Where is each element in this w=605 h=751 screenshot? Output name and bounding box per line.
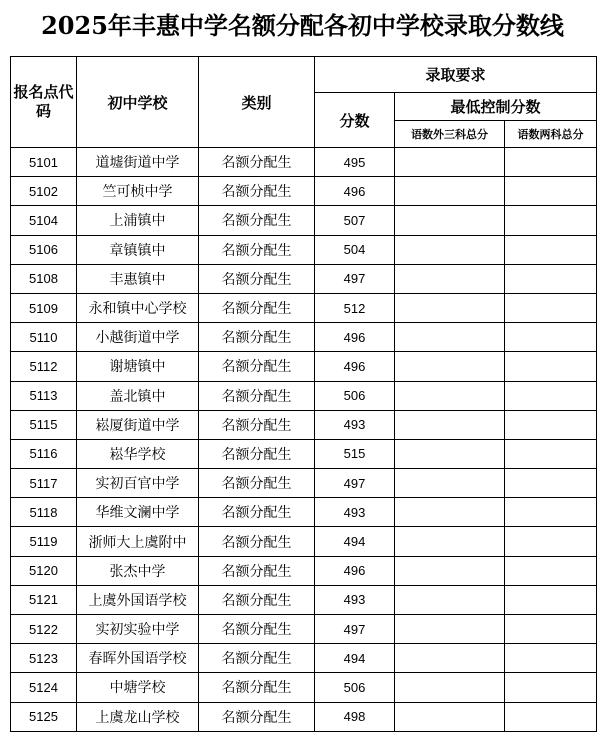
cell-code: 5120	[11, 556, 77, 585]
cell-code: 5117	[11, 469, 77, 498]
table-row	[11, 148, 597, 177]
cell-code: 5112	[11, 352, 77, 381]
cell-code: 5121	[11, 585, 77, 614]
header-school: 初中学校	[77, 57, 199, 148]
cell-two-subjects	[505, 410, 597, 439]
cell-two-subjects	[505, 556, 597, 585]
table-row	[11, 498, 597, 527]
cell-school: 永和镇中心学校	[77, 293, 199, 322]
table-row	[11, 527, 597, 556]
cell-category: 名额分配生	[199, 439, 315, 468]
cell-category: 名额分配生	[199, 352, 315, 381]
cell-two-subjects	[505, 644, 597, 673]
table-row	[11, 702, 597, 731]
cell-two-subjects	[505, 615, 597, 644]
page-title: 2025年丰惠中学名额分配各初中学校录取分数线	[41, 11, 564, 40]
cell-code: 5116	[11, 439, 77, 468]
table-body	[11, 148, 597, 732]
table-row	[11, 352, 597, 381]
cell-category: 名额分配生	[199, 264, 315, 293]
cell-code: 5104	[11, 206, 77, 235]
cell-two-subjects	[505, 293, 597, 322]
cell-two-subjects	[505, 702, 597, 731]
cell-score: 506	[315, 673, 395, 702]
cell-two-subjects	[505, 673, 597, 702]
cell-score: 515	[315, 439, 395, 468]
cell-school: 实初实验中学	[77, 615, 199, 644]
cell-category: 名额分配生	[199, 177, 315, 206]
cell-two-subjects	[505, 148, 597, 177]
cell-school: 张杰中学	[77, 556, 199, 585]
table-row	[11, 556, 597, 585]
cell-code: 5108	[11, 264, 77, 293]
cell-school: 上虞外国语学校	[77, 585, 199, 614]
cell-three-subjects	[395, 410, 505, 439]
cell-three-subjects	[395, 206, 505, 235]
table-row	[11, 323, 597, 352]
cell-score: 497	[315, 469, 395, 498]
cell-three-subjects	[395, 148, 505, 177]
cell-two-subjects	[505, 206, 597, 235]
cell-score: 497	[315, 615, 395, 644]
cell-code: 5123	[11, 644, 77, 673]
cell-category: 名额分配生	[199, 469, 315, 498]
cell-category: 名额分配生	[199, 556, 315, 585]
cell-score: 496	[315, 556, 395, 585]
table-row	[11, 264, 597, 293]
cell-three-subjects	[395, 177, 505, 206]
cell-school: 春晖外国语学校	[77, 644, 199, 673]
cell-category: 名额分配生	[199, 381, 315, 410]
cell-two-subjects	[505, 439, 597, 468]
cell-score: 506	[315, 381, 395, 410]
cell-code: 5113	[11, 381, 77, 410]
cell-school: 中塘学校	[77, 673, 199, 702]
cell-category: 名额分配生	[199, 293, 315, 322]
cell-code: 5109	[11, 293, 77, 322]
cell-category: 名额分配生	[199, 673, 315, 702]
cell-score: 495	[315, 148, 395, 177]
table-row	[11, 439, 597, 468]
cell-score: 512	[315, 293, 395, 322]
cell-two-subjects	[505, 527, 597, 556]
cell-score: 494	[315, 527, 395, 556]
cell-category: 名额分配生	[199, 644, 315, 673]
cell-two-subjects	[505, 323, 597, 352]
cell-three-subjects	[395, 235, 505, 264]
cell-code: 5119	[11, 527, 77, 556]
cell-score: 497	[315, 264, 395, 293]
cell-two-subjects	[505, 177, 597, 206]
cell-three-subjects	[395, 585, 505, 614]
cell-score: 496	[315, 323, 395, 352]
cell-two-subjects	[505, 381, 597, 410]
table-row	[11, 469, 597, 498]
table-row	[11, 235, 597, 264]
cell-three-subjects	[395, 323, 505, 352]
cell-three-subjects	[395, 264, 505, 293]
cell-code: 5101	[11, 148, 77, 177]
cell-code: 5106	[11, 235, 77, 264]
cell-code: 5118	[11, 498, 77, 527]
cell-school: 浙师大上虞附中	[77, 527, 199, 556]
cell-school: 竺可桢中学	[77, 177, 199, 206]
header-score: 分数	[315, 93, 395, 148]
cell-score: 507	[315, 206, 395, 235]
cell-school: 丰惠镇中	[77, 264, 199, 293]
cell-three-subjects	[395, 673, 505, 702]
cell-code: 5124	[11, 673, 77, 702]
cell-three-subjects	[395, 644, 505, 673]
table-row	[11, 585, 597, 614]
cell-school: 崧厦街道中学	[77, 410, 199, 439]
table-row	[11, 644, 597, 673]
cell-category: 名额分配生	[199, 585, 315, 614]
cell-score: 493	[315, 498, 395, 527]
cell-two-subjects	[505, 469, 597, 498]
cell-school: 实初百官中学	[77, 469, 199, 498]
cell-score: 498	[315, 702, 395, 731]
cell-school: 盖北镇中	[77, 381, 199, 410]
cell-score: 493	[315, 410, 395, 439]
cell-two-subjects	[505, 498, 597, 527]
cell-three-subjects	[395, 439, 505, 468]
cell-score: 504	[315, 235, 395, 264]
cell-three-subjects	[395, 293, 505, 322]
cell-school: 道墟街道中学	[77, 148, 199, 177]
table-row	[11, 293, 597, 322]
score-table	[10, 56, 597, 732]
cell-code: 5115	[11, 410, 77, 439]
cell-school: 谢塘镇中	[77, 352, 199, 381]
cell-school: 崧华学校	[77, 439, 199, 468]
cell-category: 名额分配生	[199, 498, 315, 527]
header-category: 类别	[199, 57, 315, 148]
table-row	[11, 381, 597, 410]
cell-score: 496	[315, 177, 395, 206]
cell-score: 494	[315, 644, 395, 673]
cell-category: 名额分配生	[199, 615, 315, 644]
cell-school: 章镇镇中	[77, 235, 199, 264]
cell-two-subjects	[505, 264, 597, 293]
cell-category: 名额分配生	[199, 148, 315, 177]
cell-three-subjects	[395, 527, 505, 556]
table-row	[11, 673, 597, 702]
cell-category: 名额分配生	[199, 410, 315, 439]
cell-category: 名额分配生	[199, 206, 315, 235]
cell-code: 5122	[11, 615, 77, 644]
cell-three-subjects	[395, 556, 505, 585]
cell-three-subjects	[395, 498, 505, 527]
cell-three-subjects	[395, 381, 505, 410]
cell-code: 5125	[11, 702, 77, 731]
table-row	[11, 177, 597, 206]
header-three-subjects: 语数外三科总分	[395, 121, 505, 148]
cell-two-subjects	[505, 585, 597, 614]
header-requirement: 录取要求	[315, 57, 597, 93]
cell-code: 5110	[11, 323, 77, 352]
cell-school: 上虞龙山学校	[77, 702, 199, 731]
header-row	[11, 57, 597, 93]
cell-category: 名额分配生	[199, 235, 315, 264]
cell-score: 493	[315, 585, 395, 614]
cell-code: 5102	[11, 177, 77, 206]
cell-three-subjects	[395, 615, 505, 644]
cell-school: 上浦镇中	[77, 206, 199, 235]
table-row	[11, 615, 597, 644]
header-min-control: 最低控制分数	[395, 93, 597, 121]
cell-school: 华维文澜中学	[77, 498, 199, 527]
header-two-subjects: 语数两科总分	[505, 121, 597, 148]
cell-category: 名额分配生	[199, 702, 315, 731]
cell-three-subjects	[395, 702, 505, 731]
cell-three-subjects	[395, 469, 505, 498]
cell-three-subjects	[395, 352, 505, 381]
table-row	[11, 206, 597, 235]
cell-two-subjects	[505, 235, 597, 264]
cell-score: 496	[315, 352, 395, 381]
cell-category: 名额分配生	[199, 323, 315, 352]
cell-school: 小越街道中学	[77, 323, 199, 352]
cell-category: 名额分配生	[199, 527, 315, 556]
table-row	[11, 410, 597, 439]
cell-two-subjects	[505, 352, 597, 381]
header-code: 报名点代码	[11, 57, 77, 148]
